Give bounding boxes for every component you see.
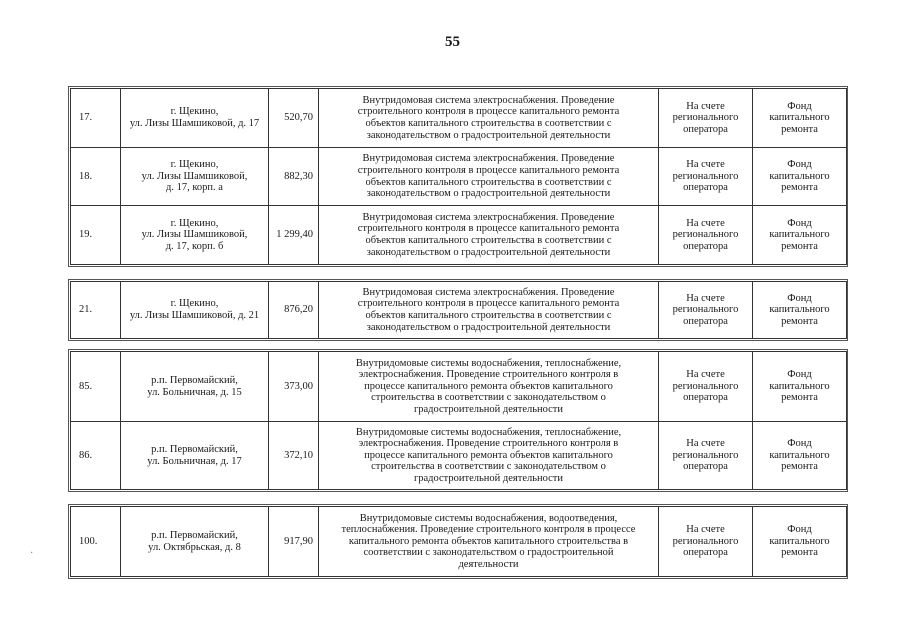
scan-speck: · <box>30 548 34 559</box>
text-line: На счете <box>686 217 725 229</box>
account-cell <box>659 206 753 265</box>
text-line: Фонд <box>787 292 812 304</box>
text-line: регионального <box>672 380 739 392</box>
table-row <box>71 282 847 339</box>
text-line: объектов капитального строительства в соответствии с <box>365 310 612 321</box>
table-row <box>71 422 847 490</box>
text-line: капитального <box>769 535 830 547</box>
text-line: регионального <box>672 304 739 316</box>
row-number: 86. <box>71 422 121 490</box>
address-cell <box>121 148 269 206</box>
text-line: ул. Больничная, д. 17 <box>147 455 242 467</box>
text-line: капитального <box>769 112 830 124</box>
table-row <box>71 507 847 577</box>
area-cell: 1 299,40 <box>269 206 319 265</box>
text-line: ул. Лизы Шамшиковой, д. 21 <box>129 310 260 321</box>
area-cell: 882,30 <box>269 148 319 206</box>
text-line: строительного контроля в процессе капитального ремонта <box>357 164 620 176</box>
text-line: электроснабжения. Проведение строительного контроля в <box>358 438 619 450</box>
text-line: соответствии с законодательством о градостроительной <box>363 547 614 559</box>
account-cell <box>659 282 753 339</box>
text-line: ремонта <box>781 240 818 252</box>
text-line: процессе капитального ремонта объектов капитального <box>364 449 613 461</box>
text-line: г. Щекино, <box>170 217 219 229</box>
text-line: Фонд <box>787 159 812 171</box>
text-line: р.п. Первомайский, <box>151 374 238 386</box>
account-cell <box>659 89 753 148</box>
text-line: регионального <box>672 112 739 124</box>
text-line: ул. Лизы Шамшиковой, д. 17 <box>129 118 260 129</box>
text-line: На счете <box>686 524 725 536</box>
text-line: г. Щекино, <box>170 298 219 310</box>
text-line: строительства в соответствии с законодательством о <box>371 461 606 473</box>
funding-source-cell <box>753 89 847 148</box>
address-cell <box>121 507 269 577</box>
text-line: процессе капитального ремонта объектов капитального <box>364 380 613 392</box>
text-line: строительного контроля в процессе капитального ремонта <box>357 298 620 310</box>
text-line: ремонта <box>781 182 818 194</box>
row-number: 19. <box>71 206 121 265</box>
text-line: Внутридомовые системы водоснабжения, теплоснабжение, <box>355 426 622 438</box>
area-cell: 520,70 <box>269 89 319 148</box>
row-number: 18. <box>71 148 121 206</box>
funding-source-cell <box>753 507 847 577</box>
text-line: На счете <box>686 369 725 381</box>
funding-source-cell <box>753 352 847 422</box>
text-line: Фонд <box>787 100 812 112</box>
table-row <box>71 148 847 206</box>
text-line: р.п. Первомайский, <box>151 443 238 455</box>
funding-source-cell <box>753 206 847 265</box>
text-line: капитального <box>769 170 830 182</box>
text-line: На счете <box>686 438 725 450</box>
work-description-cell <box>319 282 659 339</box>
text-line: ул. Лизы Шамшиковой, <box>141 229 248 241</box>
funding-source-cell <box>753 422 847 490</box>
text-line: законодательством о градостроительной деятельности <box>366 129 611 141</box>
text-line: деятельности <box>458 558 519 570</box>
funding-source-cell <box>753 148 847 206</box>
work-description-cell <box>319 507 659 577</box>
text-line: Внутридомовые системы водоснабжения, водоотведения, <box>359 512 618 524</box>
page-number: 55 <box>445 34 460 50</box>
text-line: капитального <box>769 229 830 241</box>
text-line: регионального <box>672 229 739 241</box>
text-line: регионального <box>672 449 739 461</box>
text-line: оператора <box>683 123 728 135</box>
table-row <box>71 352 847 422</box>
repair-table-fragment <box>70 506 847 577</box>
text-line: ремонта <box>781 392 818 404</box>
text-line: р.п. Первомайский, <box>151 529 238 541</box>
text-line: ул. Больничная, д. 15 <box>147 386 242 398</box>
text-line: г. Щекино, <box>170 106 219 118</box>
text-line: градостроительной деятельности <box>413 472 564 484</box>
text-line: ремонта <box>781 315 818 327</box>
text-line: законодательством о градостроительной деятельности <box>366 321 611 333</box>
text-line: законодательством о градостроительной деятельности <box>366 188 611 200</box>
text-line: градостроительной деятельности <box>413 403 564 415</box>
row-number: 17. <box>71 89 121 148</box>
text-line: оператора <box>683 461 728 473</box>
text-line: Внутридомовая система электроснабжения. Проведение <box>362 286 615 298</box>
text-line: ул. Лизы Шамшиковой, <box>141 170 248 182</box>
text-line: строительного контроля в процессе капитального ремонта <box>357 106 620 118</box>
text-line: ремонта <box>781 547 818 559</box>
text-line: На счете <box>686 159 725 171</box>
account-cell <box>659 422 753 490</box>
text-line: д. 17, корп. а <box>166 182 223 194</box>
repair-table-fragment <box>70 88 847 265</box>
area-cell: 372,10 <box>269 422 319 490</box>
row-number: 85. <box>71 352 121 422</box>
area-cell: 373,00 <box>269 352 319 422</box>
text-line: Фонд <box>787 438 812 450</box>
text-line: объектов капитального строительства в соответствии с <box>365 235 612 246</box>
text-line: оператора <box>683 392 728 404</box>
text-line: объектов капитального строительства в соответствии с <box>365 118 612 129</box>
work-description-cell <box>319 422 659 490</box>
text-line: ремонта <box>781 461 818 473</box>
row-number: 21. <box>71 282 121 339</box>
text-line: Фонд <box>787 217 812 229</box>
work-description-cell <box>319 89 659 148</box>
funding-source-cell <box>753 282 847 339</box>
text-line: Внутридомовые системы водоснабжения, теплоснабжение, <box>355 357 622 369</box>
text-line: электроснабжения. Проведение строительного контроля в <box>358 369 619 381</box>
text-line: капитального ремонта объектов капитального строительства в <box>348 535 629 547</box>
address-cell <box>121 282 269 339</box>
text-line: д. 17, корп. б <box>165 240 224 252</box>
text-line: законодательством о градостроительной деятельности <box>366 246 611 258</box>
text-line: строительного контроля в процессе капитального ремонта <box>357 223 620 235</box>
address-cell <box>121 422 269 490</box>
area-cell: 876,20 <box>269 282 319 339</box>
address-cell <box>121 206 269 265</box>
account-cell <box>659 148 753 206</box>
text-line: оператора <box>683 315 728 327</box>
area-cell: 917,90 <box>269 507 319 577</box>
text-line: строительства в соответствии с законодательством о <box>371 392 606 404</box>
address-cell <box>121 89 269 148</box>
text-line: Фонд <box>787 369 812 381</box>
row-number: 100. <box>71 507 121 577</box>
text-line: объектов капитального строительства в соответствии с <box>365 176 612 188</box>
text-line: На счете <box>686 292 725 304</box>
text-line: оператора <box>683 182 728 194</box>
text-line: теплоснабжения. Проведение строительного контроля в процессе <box>341 524 636 536</box>
text-line: капитального <box>769 304 830 316</box>
text-line: Фонд <box>787 524 812 536</box>
table-row <box>71 89 847 148</box>
address-cell <box>121 352 269 422</box>
table-row <box>71 206 847 265</box>
text-line: На счете <box>686 100 725 112</box>
text-line: г. Щекино, <box>170 159 219 171</box>
work-description-cell <box>319 352 659 422</box>
repair-table-fragment <box>70 281 847 339</box>
text-line: капитального <box>769 449 830 461</box>
repair-table-fragment <box>70 351 847 490</box>
account-cell <box>659 507 753 577</box>
text-line: Внутридомовая система электроснабжения. Проведение <box>362 94 615 106</box>
text-line: Внутридомовая система электроснабжения. Проведение <box>362 211 615 223</box>
text-line: оператора <box>683 547 728 559</box>
text-line: регионального <box>672 170 739 182</box>
text-line: капитального <box>769 380 830 392</box>
text-line: оператора <box>683 240 728 252</box>
text-line: ремонта <box>781 123 818 135</box>
text-line: ул. Октябрьская, д. 8 <box>148 541 241 553</box>
work-description-cell <box>319 148 659 206</box>
text-line: регионального <box>672 535 739 547</box>
work-description-cell <box>319 206 659 265</box>
text-line: Внутридомовая система электроснабжения. Проведение <box>362 153 615 165</box>
account-cell <box>659 352 753 422</box>
